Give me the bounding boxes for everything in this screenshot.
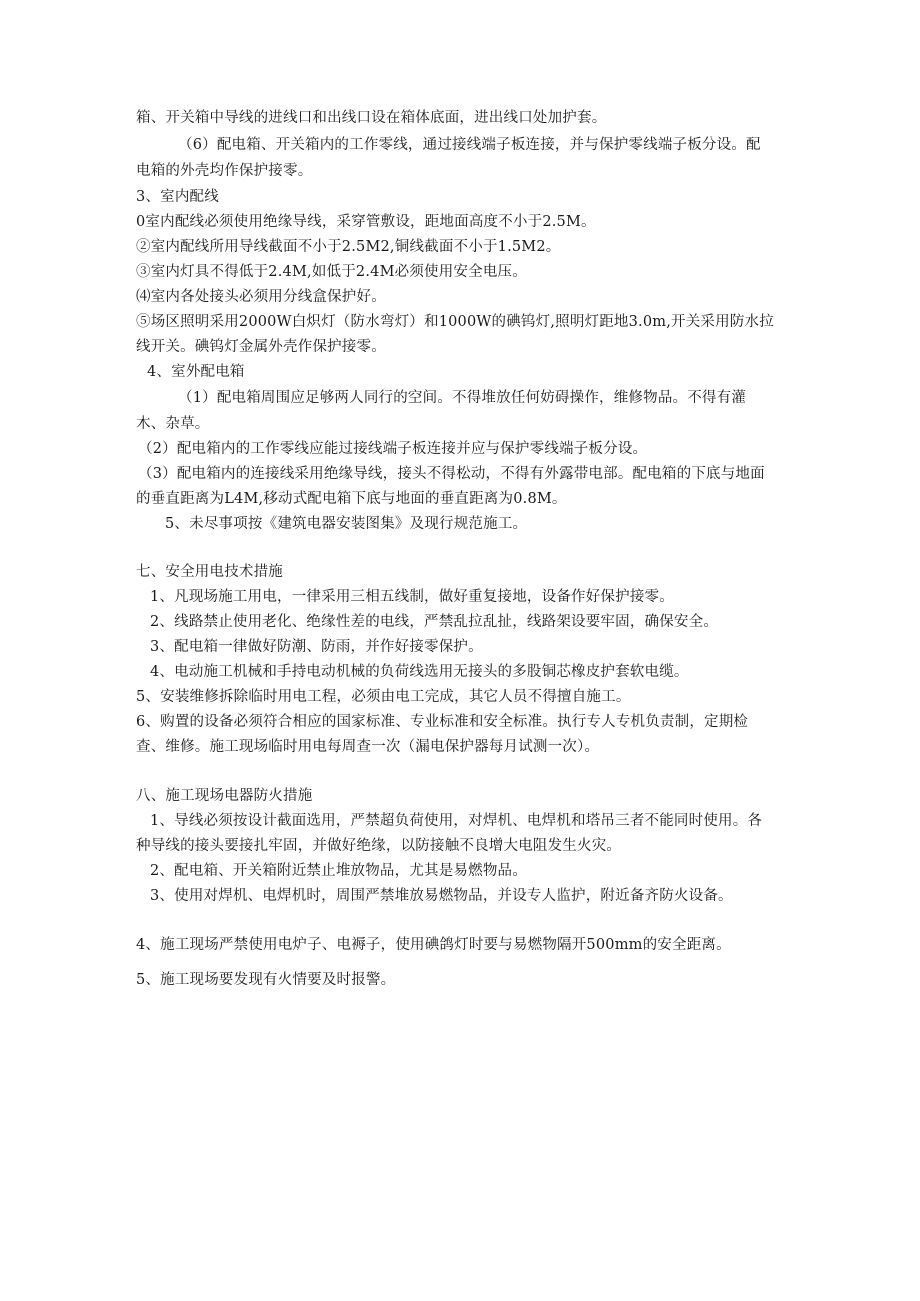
text-line: 线开关。碘钨灯金属外壳作保护接零。 (136, 339, 386, 355)
list-item: 4、施工现场严禁使用电炉子、电褥子，使用碘鸽灯时要与易燃物隔开500mm的安全距离。 (136, 937, 731, 953)
section-heading: 七、安全用电技术措施 (136, 564, 283, 580)
text-line: （6）配电箱、开关箱内的工作零线，通过接线端子板连接，并与保护零线端子板分设。配 (178, 137, 761, 153)
list-item: 5、施工现场要发现有火情要及时报警。 (136, 972, 396, 988)
list-item: 2、配电箱、开关箱附近禁止堆放物品，尤其是易燃物品。 (150, 863, 527, 879)
section-heading: 4、室外配电箱 (147, 364, 245, 380)
text-line: 木、杂草。 (136, 416, 210, 432)
text-line: （3）配电箱内的连接线采用绝缘导线，接头不得松动，不得有外露带电部。配电箱的下底与地面 (138, 466, 765, 482)
list-item: 5、安装维修拆除临时用电工程，必须由电工完成，其它人员不得擅自施工。 (136, 689, 631, 705)
list-item: 2、线路禁止使用老化、绝缘性差的电线，严禁乱拉乱扯，线路架设要牢固，确保安全。 (150, 614, 719, 630)
text-line: 种导线的接头要接扎牢固，并做好绝缘，以防接触不良增大电阻发生火灾。 (136, 838, 622, 854)
section-heading: 3、室内配线 (136, 189, 219, 205)
text-line: ⑤场区照明采用2000W白炽灯（防水弯灯）和1000W的碘钨灯,照明灯距地3.0m,开关采用防水拉 (136, 314, 774, 330)
text-line: 查、维修。施工现场临时用电每周查一次（漏电保护器每月试测一次）。 (136, 739, 600, 755)
text-line: 5、未尽事项按《建筑电器安装图集》及现行规范施工。 (165, 516, 528, 532)
text-line: 箱、开关箱中导线的进线口和出线口设在箱体底面，进出线口处加护套。 (136, 110, 607, 126)
text-line: 0室内配线必须使用绝缘导线，采穿管敷设，距地面高度不小于2.5M。 (136, 214, 596, 230)
text-line: 的垂直距离为L4M,移动式配电箱下底与地面的垂直距离为0.8M。 (136, 491, 567, 507)
list-item: 1、凡现场施工用电，一律采用三相五线制，做好重复接地，设备作好保护接零。 (150, 589, 674, 605)
list-item: 6、购置的设备必须符合相应的国家标准、专业标准和安全标准。执行专人专机负责制，定期检 (136, 714, 749, 730)
text-line: 电箱的外壳均作保护接零。 (136, 163, 313, 179)
text-line: （2）配电箱内的工作零线应能过接线端子板连接并应与保护零线端子板分设。 (138, 441, 648, 457)
list-item: 3、配电箱一律做好防潮、防雨，并作好接零保护。 (150, 639, 483, 655)
section-heading: 八、施工现场电器防火措施 (136, 788, 313, 804)
list-item: 1、导线必须按设计截面选用，严禁超负荷使用，对焊机、电焊机和塔吊三者不能同时使用。各 (150, 813, 763, 829)
text-line: ⑷室内各处接头必须用分线盒保护好。 (136, 289, 386, 305)
text-line: （1）配电箱周围应足够两人同行的空间。不得堆放任何妨碍操作，维修物品。不得有灌 (178, 390, 747, 406)
text-line: ③室内灯具不得低于2.4M,如低于2.4M必须使用安全电压。 (136, 264, 527, 280)
text-line: ②室内配线所用导线截面不小于2.5M2,铜线截面不小于1.5M2。 (136, 239, 561, 255)
list-item: 4、电动施工机械和手持电动机械的负荷线选用无接头的多股铜芯橡皮护套软电缆。 (150, 664, 689, 680)
list-item: 3、使用对焊机、电焊机时，周围严禁堆放易燃物品，并设专人监护，附近备齐防火设备。 (150, 888, 733, 904)
